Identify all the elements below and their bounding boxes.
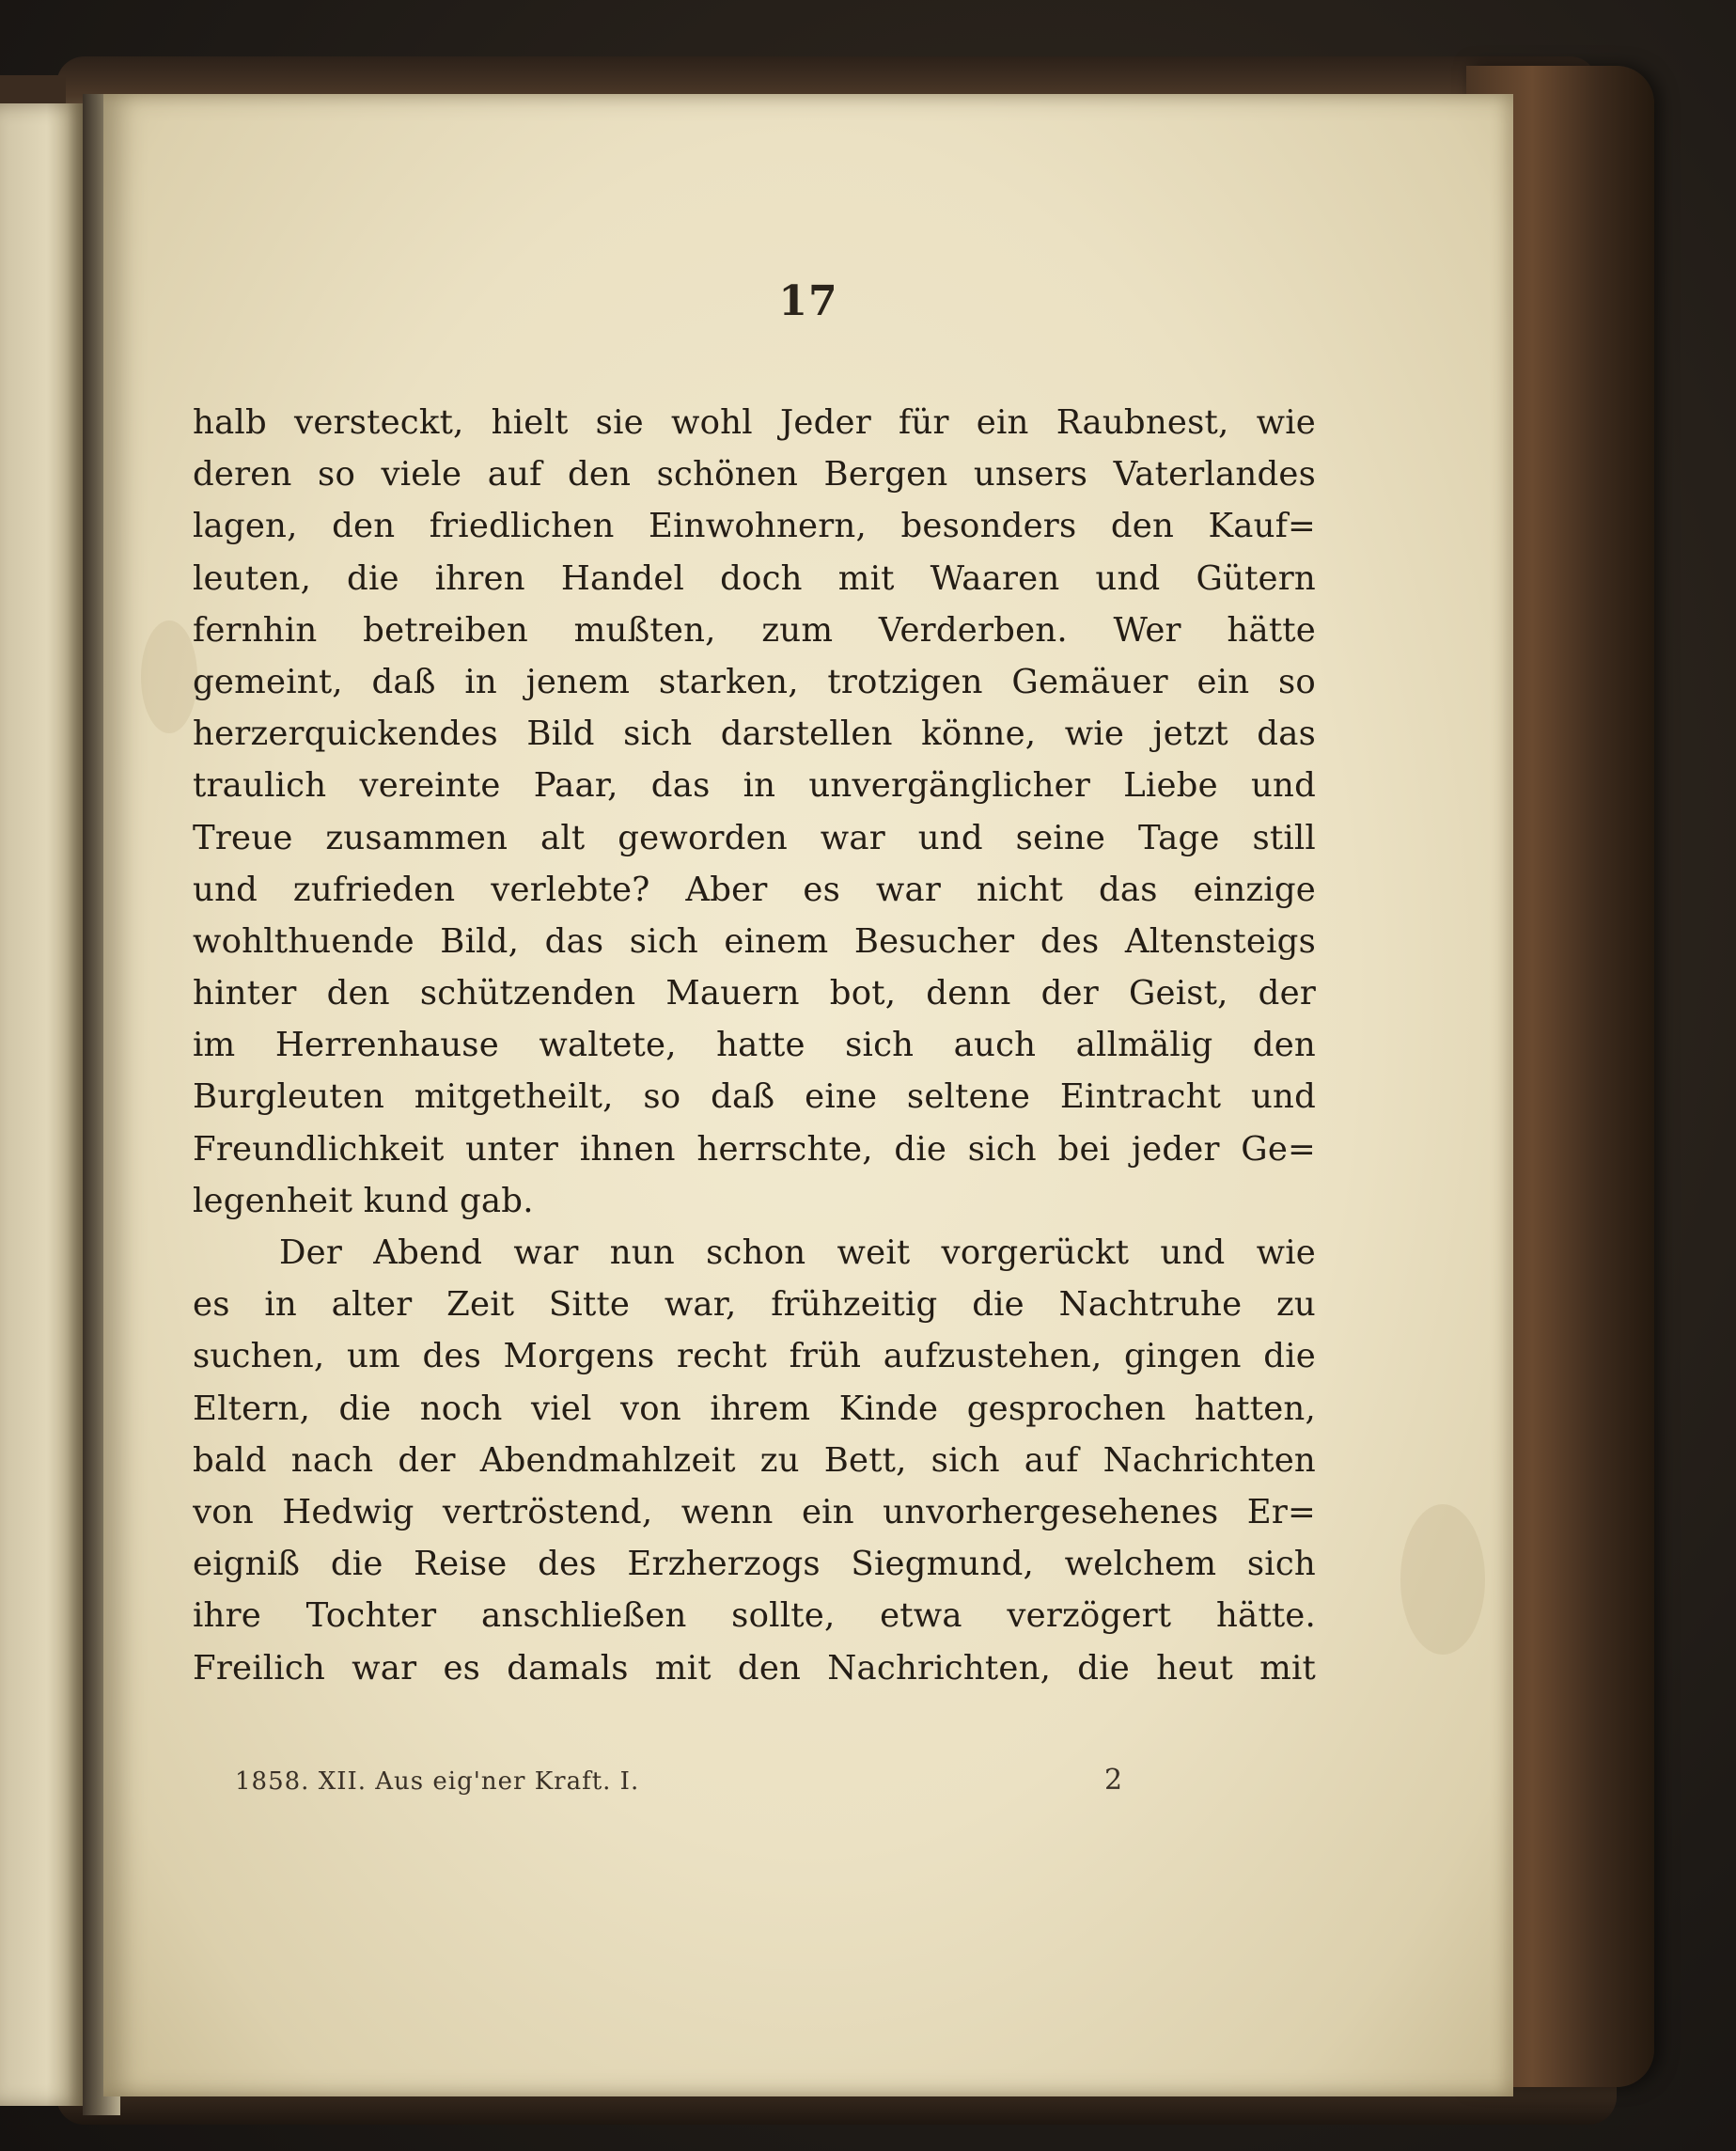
text-line: fernhin betreiben mußten, zum Verderben. Wer hätte (193, 610, 1316, 650)
text-line: lagen, den friedlichen Einwohnern, besonders den Kauf= (193, 507, 1316, 546)
text-line: wohlthuende Bild, das sich einem Besucher des Altensteigs (193, 921, 1316, 961)
text-line: traulich vereinte Paar, das in unvergänglicher Liebe und (193, 766, 1316, 806)
text-line: bald nach der Abendmahlzeit zu Bett, sich auf Nachrichten (193, 1440, 1316, 1480)
text-line: im Herrenhause waltete, hatte sich auch allmälig den (193, 1026, 1316, 1065)
text-line: und zufrieden verlebte? Aber es war nicht das einzige (193, 870, 1316, 909)
text-line: ihre Tochter anschließen sollte, etwa verzögert hätte. (193, 1596, 1316, 1636)
text-line: hinter den schützenden Mauern bot, denn der Geist, der (193, 974, 1316, 1013)
text-line: eigniß die Reise des Erzherzogs Siegmund, welchem sich (193, 1545, 1316, 1584)
text-line: halb versteckt, hielt sie wohl Jeder für ein Raubnest, wie (193, 403, 1316, 442)
text-line: Treue zusammen alt geworden war und seine Tage still (193, 818, 1316, 857)
page-number: 17 (778, 277, 838, 325)
text-line: gemeint, daß in jenem starken, trotzigen Gemäuer ein so (193, 662, 1316, 701)
body-text (193, 397, 1316, 1694)
text-line: suchen, um des Morgens recht früh aufzustehen, gingen die (193, 1337, 1316, 1376)
text-line: es in alter Zeit Sitte war, frühzeitig die Nachtruhe zu (193, 1285, 1316, 1325)
text-line: leuten, die ihren Handel doch mit Waaren und Gütern (193, 558, 1316, 598)
paper-stain (141, 620, 197, 733)
text-line: deren so viele auf den schönen Bergen unsers Vaterlandes (193, 455, 1316, 495)
text-line: Der Abend war nun schon weit vorgerückt und wie (279, 1233, 1316, 1272)
text-line: Freundlichkeit unter ihnen herrschte, die sich bei jeder Ge= (193, 1129, 1316, 1169)
book-page (103, 94, 1513, 2096)
text-line: Freilich war es damals mit den Nachrichten, die heut mit (193, 1648, 1316, 1688)
paper-stain (1400, 1504, 1485, 1655)
text-line: Eltern, die noch viel von ihrem Kinde gesprochen hatten, (193, 1389, 1316, 1428)
footer-sheet-number: 2 (1104, 1764, 1123, 1797)
text-line: legenheit kund gab. (193, 1181, 534, 1220)
text-line: Burgleuten mitgetheilt, so daß eine seltene Eintracht und (193, 1077, 1316, 1117)
text-line: von Hedwig vertröstend, wenn ein unvorhergesehenes Er= (193, 1492, 1316, 1531)
footer-signature: 1858. XII. Aus eig'ner Kraft. I. (235, 1767, 640, 1796)
previous-page-edge (0, 103, 85, 2106)
text-line: herzerquickendes Bild sich darstellen könne, wie jetzt das (193, 714, 1316, 754)
